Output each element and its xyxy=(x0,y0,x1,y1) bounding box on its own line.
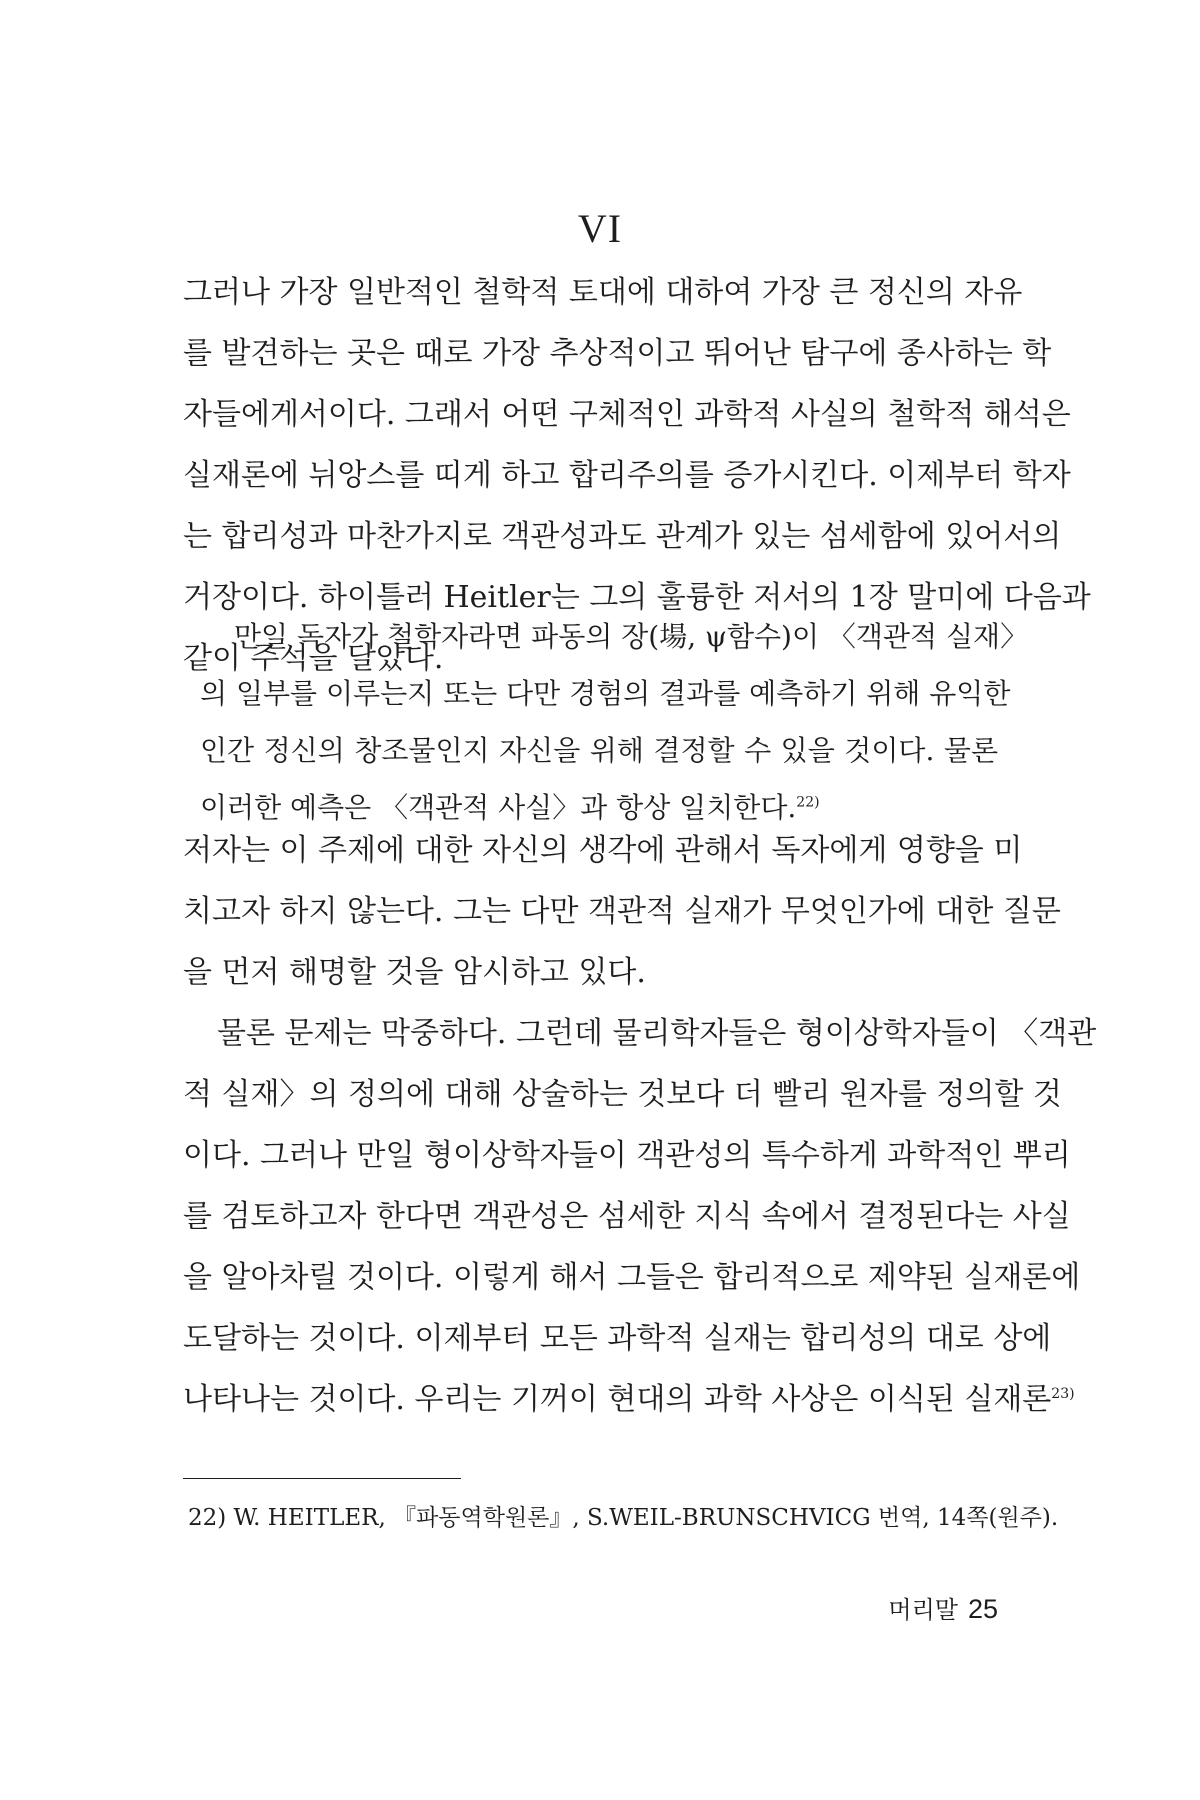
paragraph-3-line: 도달하는 것이다. 이제부터 모든 과학적 실재는 합리성의 대로 상에 xyxy=(183,1321,1052,1356)
paragraph-3-line: 적 실재〉의 정의에 대해 상술하는 것보다 더 빨리 원자를 정의할 것 xyxy=(183,1077,1062,1112)
paragraph-1-line: 자들에게서이다. 그래서 어떤 구체적인 과학적 사실의 철학적 해석은 xyxy=(183,397,1071,432)
block-quote xyxy=(200,608,1029,836)
running-head: 머리말 xyxy=(888,1596,958,1624)
quote-line: 의 일부를 이루는지 또는 다만 경험의 결과를 예측하기 위해 유익한 xyxy=(200,677,1011,710)
paragraph-3-line: 를 검토하고자 한다면 객관성은 섬세한 지식 속에서 결정된다는 사실 xyxy=(183,1199,1071,1234)
paragraph-3-line: 을 알아차릴 것이다. 이렇게 해서 그들은 합리적으로 제약된 실재론에 xyxy=(183,1260,1081,1295)
footnote-ref-22: 22) xyxy=(796,794,820,811)
paragraph-2-line: 치고자 하지 않는다. 그는 다만 객관적 실재가 무엇인가에 대한 질문 xyxy=(183,894,1061,929)
quote-line: 인간 정신의 창조물인지 자신을 위해 결정할 수 있을 것이다. 물론 xyxy=(200,734,998,767)
paragraph-2-line: 저자는 이 주제에 대한 자신의 생각에 관해서 독자에게 영향을 미 xyxy=(183,833,1023,868)
page-footer xyxy=(888,1590,998,1625)
paragraph-3-line-text: 나타나는 것이다. 우리는 기꺼이 현대의 과학 사상은 이식된 실재론 xyxy=(183,1382,1052,1417)
paragraph-1-line: 실재론에 뉘앙스를 띠게 하고 합리주의를 증가시킨다. 이제부터 학자 xyxy=(183,458,1071,493)
paragraph-2 xyxy=(183,820,1061,1003)
paragraph-3-line: 물론 문제는 막중하다. 그런데 물리학자들은 형이상학자들이 〈객관 xyxy=(217,1016,1097,1051)
footnote-22: 22) W. HEITLER, 『파동역학원론』, S.WEIL-BRUNSCHVICG 번역, 14쪽(원주). xyxy=(188,1505,1059,1531)
footnote-ref-23: 23) xyxy=(1051,1386,1075,1402)
paragraph-2-line: 을 먼저 해명할 것을 암시하고 있다. xyxy=(183,955,646,990)
paragraph-3 xyxy=(183,1003,1097,1430)
paragraph-3-line: 이다. 그러나 만일 형이상학자들이 객관성의 특수하게 과학적인 뿌리 xyxy=(183,1138,1071,1173)
paragraph-1-line: 는 합리성과 마찬가지로 객관성과도 관계가 있는 섬세함에 있어서의 xyxy=(183,519,1062,554)
page-number: 25 xyxy=(967,1594,998,1624)
paragraph-1-line: 거장이다. 하이틀러 Heitler는 그의 훌륭한 저서의 1장 말미에 다음과 xyxy=(183,580,1091,615)
paragraph-1-line: 같이 주석을 달았다. xyxy=(183,641,444,676)
section-title: VI xyxy=(577,206,623,251)
paragraph-1-line: 그러나 가장 일반적인 철학적 토대에 대하여 가장 큰 정신의 자유 xyxy=(183,275,1023,310)
quote-line-text: 이러한 예측은 〈객관적 사실〉과 항상 일치한다. xyxy=(200,791,797,824)
quote-line: 만일 독자가 철학자라면 파동의 장(場, ψ함수)이 〈객관적 실재〉 xyxy=(234,620,1029,653)
paragraph-3-line xyxy=(183,1369,1075,1430)
footnote-divider xyxy=(183,1478,461,1479)
paragraph-1-line: 를 발견하는 곳은 때로 가장 추상적이고 뛰어난 탐구에 종사하는 학 xyxy=(183,336,1052,371)
